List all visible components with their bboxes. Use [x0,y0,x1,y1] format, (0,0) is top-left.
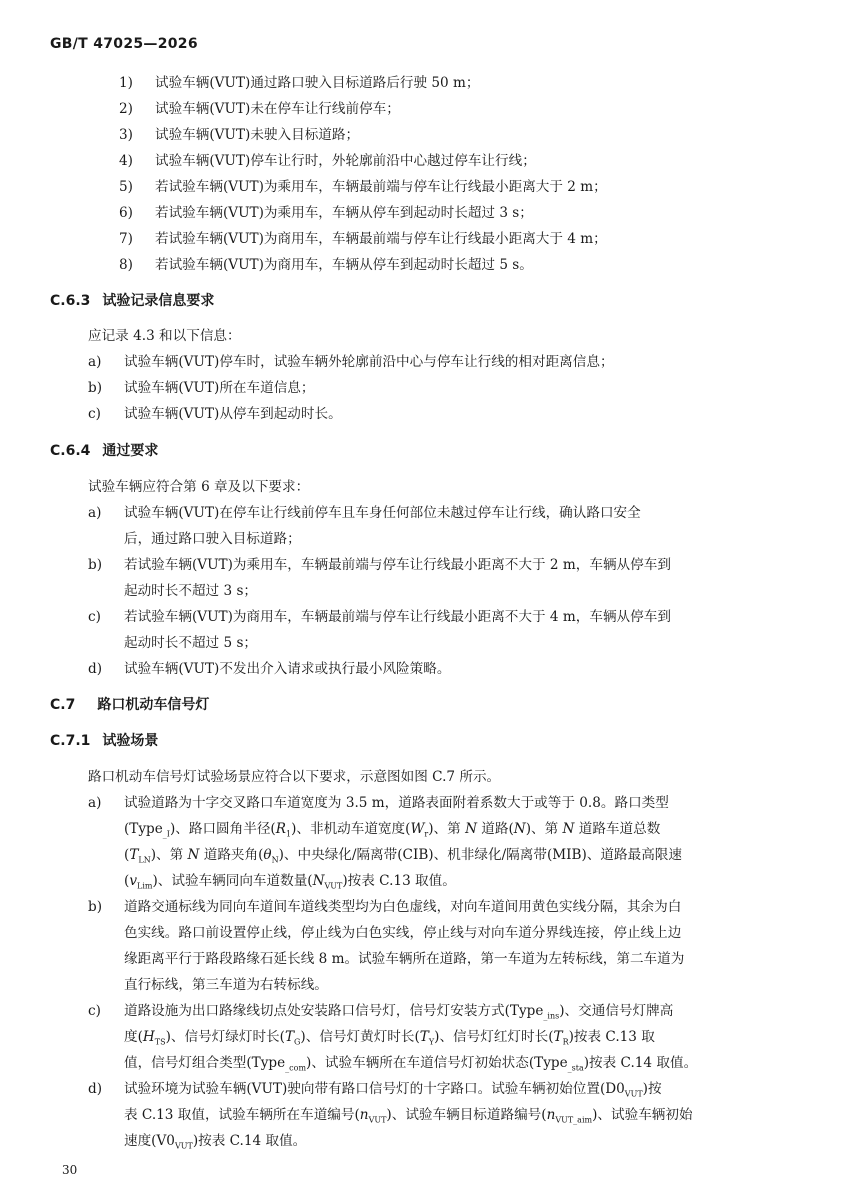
section-heading-c7: C.7 路口机动车信号灯 [50,697,210,713]
list-item: 8) 若试验车辆(VUT)为商用车，车辆从停车到起动时长超过 5 s。 [119,257,533,273]
list-item: 1) 试验车辆(VUT)通过路口驶入目标道路后行驶 50 m； [119,75,480,91]
list-item: a) 试验车辆(VUT)停车时，试验车辆外轮廓前沿中心与停车让行线的相对距离信息； [88,354,614,370]
list-item: c) 试验车辆(VUT)从停车到起动时长。 [88,406,342,422]
paragraph: 试验车辆应符合第 6 章及以下要求： [88,479,310,495]
section-heading-c63: C.6.3 试验记录信息要求 [50,293,215,309]
list-item: 6) 若试验车辆(VUT)为乘用车，车辆从停车到起动时长超过 3 s； [119,205,533,221]
list-item: 7) 若试验车辆(VUT)为商用车，车辆最前端与停车让行线最小距离大于 4 m； [119,231,607,247]
page-number: 30 [62,1163,78,1177]
document-code: GB/T 47025—2026 [50,36,198,52]
list-item: d) 试验车辆(VUT)不发出介入请求或执行最小风险策略。 [88,661,451,677]
section-heading-c64: C.6.4 通过要求 [50,443,159,459]
list-item: 3) 试验车辆(VUT)未驶入目标道路； [119,127,360,143]
list-item: 5) 若试验车辆(VUT)为乘用车，车辆最前端与停车让行线最小距离大于 2 m； [119,179,607,195]
section-heading-c71: C.7.1 试验场景 [50,733,159,749]
paragraph: 应记录 4.3 和以下信息： [88,328,241,344]
paragraph: 路口机动车信号灯试验场景应符合以下要求，示意图如图 C.7 所示。 [88,769,501,785]
list-item: 4) 试验车辆(VUT)停车让行时，外轮廓前沿中心越过停车让行线； [119,153,536,169]
list-item: b) 试验车辆(VUT)所在车道信息； [88,380,315,396]
list-item: 2) 试验车辆(VUT)未在停车让行线前停车； [119,101,400,117]
